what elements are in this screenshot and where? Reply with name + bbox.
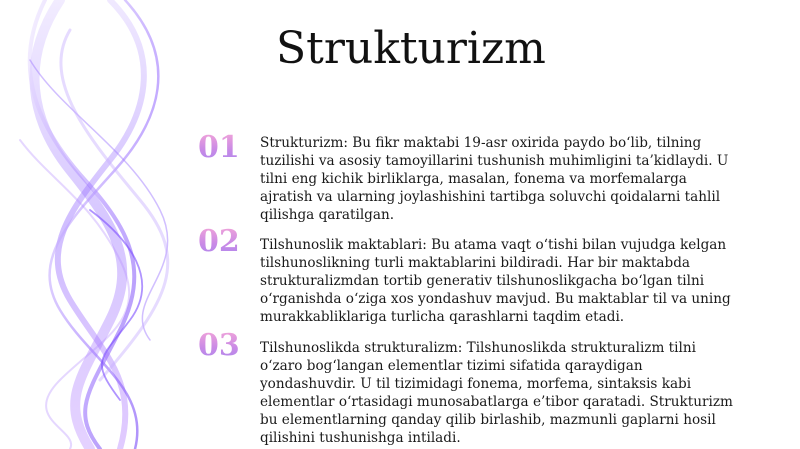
slide-title: Strukturizm <box>276 23 546 74</box>
item-text: Tilshunoslikda strukturalizm: Tilshunoslikda strukturalizm tilni o‘zaro bog‘langan elementlar tizimi sifatida qaraydigan yondashuvdir. U til tizimidagi fonema, morfema, sintaksis kabi elementlar o‘rtasidagi munosabatlarga e’tibor qaratadi. Strukturizm bu elementlarning qanday qilib birlashib, mazmunli gaplarni hosil qilishini tushunishga intiladi. <box>260 340 733 446</box>
purple-smoke-decoration <box>0 0 210 449</box>
item-text: Strukturizm: Bu fikr maktabi 19-asr oxirida paydo bo‘lib, tilning tuzilishi va asosiy tamoyillarini tushunish muhimligini ta’kidlaydi. U tilni eng kichik birliklarga, masalan, fonema va morfemalarga ajratish va ularning joylashishini tartibga soluvchi qoidalarni tahlil qilishga qaratilgan. <box>260 135 729 223</box>
item-number: 03 <box>198 328 240 363</box>
item-number: 02 <box>198 224 240 259</box>
item-number: 01 <box>198 130 240 165</box>
item-text: Tilshunoslik maktablari: Bu atama vaqt o‘tishi bilan vujudga kelgan tilshunoslikning turli maktablarini bildiradi. Har bir maktabda strukturalizmdan tortib generativ tilshunoslikgacha bo‘lgan tilni o‘rganishda o‘ziga xos yondashuv mavjud. Bu maktablar til va uning murakkabliklariga turlicha qarashlarni taqdim etadi. <box>260 237 731 325</box>
